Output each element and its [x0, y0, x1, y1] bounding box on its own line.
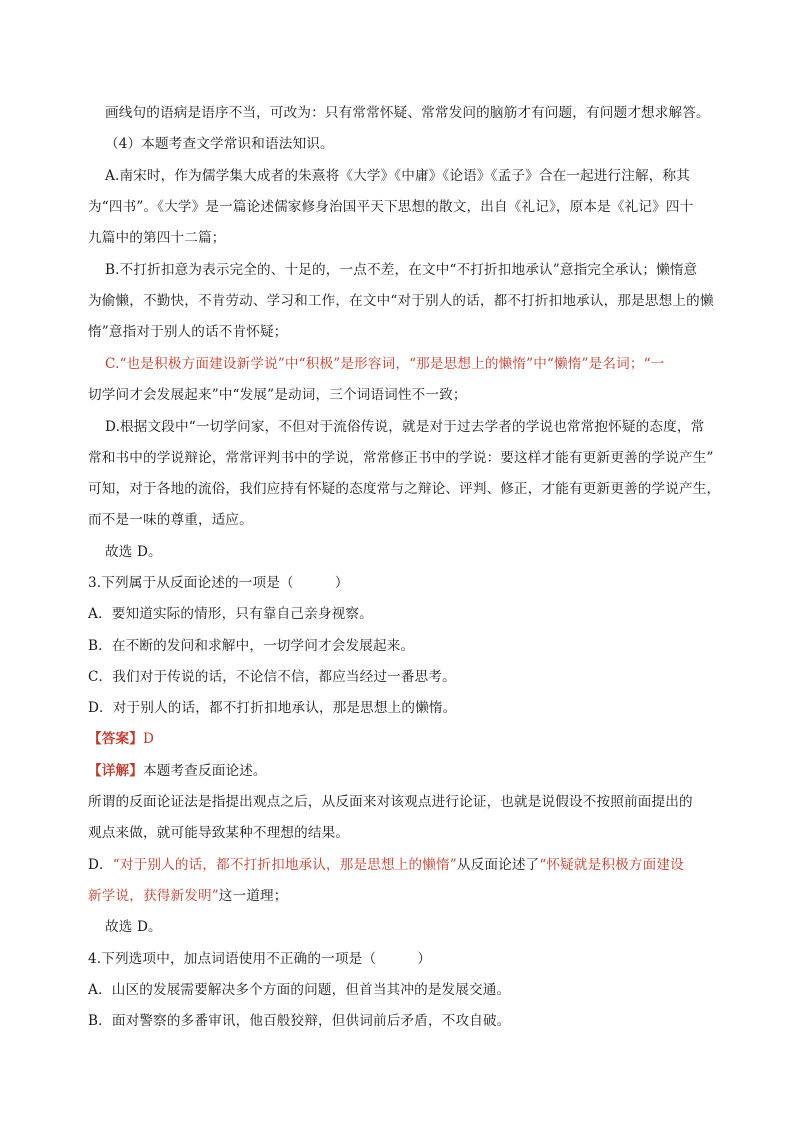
quoted-viewpoint: “怀疑就是积极方面建设	[539, 857, 684, 873]
option-b-explanation: B.不打折扣意为表示完全的、十足的，一点不差，在文中“不打折扣地承认”意指完全承认；懒惰意	[105, 262, 698, 278]
explanation-text: 本题考查反面论述。	[142, 763, 267, 779]
explanation-d-line	[88, 855, 684, 875]
question-4-option-a: A．山区的发展需要解决多个方面的问题，但首当其冲的是发展交通。	[88, 982, 511, 998]
option-c-explanation-cont: 切学问才会发展起来”中“发展”是动词，三个词语词性不一致；	[88, 387, 467, 403]
option-d-explanation: D.根据文段中“一切学问家，不但对于流俗传说，就是对于过去学者的学说也常常抱怀疑的态度，常	[105, 419, 705, 435]
explanation-d-line-cont	[88, 886, 288, 906]
option-b-explanation-cont: 惰”意指对于别人的话不肯怀疑；	[88, 324, 288, 340]
answer-value: D	[142, 731, 155, 747]
question-3-stem: 3.下列属于从反面论述的一项是（ ）	[88, 575, 349, 591]
question-3-option-c: C．我们对于传说的话，不论信不信，都应当经过一番思考。	[88, 669, 456, 685]
explanation-line: 观点来做，就可能导致某种不理想的结果。	[88, 825, 350, 841]
option-c-explanation: C.“也是积极方面建设新学说”中“积极”是形容词，“那是思想上的懒惰”中“懒惰”是名词；“一	[105, 356, 665, 372]
question-4-stem: 4.下列选项中，加点词语使用不正确的一项是（ ）	[88, 951, 432, 967]
question-3-option-d: D．对于别人的话，都不打折扣地承认，那是思想上的懒惰。	[88, 700, 457, 716]
option-d-explanation-cont: 常和书中的学说辩论，常常评判书中的学说，常常修正书中的学说：要这样才能有更新更善的学说产生”	[88, 450, 714, 466]
quoted-viewpoint-cont: 新学说，获得新发明”	[88, 888, 219, 904]
question-4-option-b: B．面对警察的多番审讯，他百般狡辩，但供词前后矛盾，不攻自破。	[88, 1013, 511, 1029]
explanation-line: 所谓的反面论证法是指提出观点之后，从反面来对该观点进行论证，也就是说假设不按照前面提出的	[88, 794, 693, 810]
question-3-option-b: B．在不断的发问和求解中，一切学问才会发展起来。	[88, 638, 415, 654]
answer-row	[88, 729, 154, 749]
explanation-row	[88, 761, 267, 781]
answer-conclusion: 故选 D。	[105, 544, 162, 560]
answer-conclusion: 故选 D。	[105, 919, 162, 935]
option-d-explanation-cont: 可知，对于各地的流俗，我们应持有怀疑的态度常与之辩论、评判、修正，才能有更新更善的学说产生，	[88, 481, 721, 497]
option-a-explanation-cont: 九篇中的第四十二篇；	[88, 230, 226, 246]
quoted-sentence: “对于别人的话，都不打折扣地承认，那是思想上的懒惰”	[112, 857, 457, 873]
option-a-explanation: A.南宋时，作为儒学集大成者的朱熹将《大学》《中庸》《论语》《孟子》合在一起进行注解，称其	[105, 168, 691, 184]
option-b-explanation-cont: 为偷懒，不勤快，不肯劳动、学习和工作，在文中“对于别人的话，都不打折扣地承认，那是思想上的懒	[88, 293, 714, 309]
question-3-option-a: A．要知道实际的情形，只有靠自己亲身视察。	[88, 606, 373, 622]
explanation-tag: 【详解】	[88, 763, 143, 779]
question-part-heading: （4）本题考查文学常识和语法知识。	[105, 136, 334, 152]
option-a-explanation-cont: 为“四书”。《大学》是一篇论述儒家修身治国平天下思想的散文，出自《礼记》，原本是《礼记》四十	[88, 199, 694, 215]
connector-text: 这一道理；	[218, 888, 288, 904]
answer-tag: 【答案】	[88, 731, 143, 747]
connector-text: 从反面论述了	[456, 857, 540, 873]
paragraph-line: 画线句的语病是语序不当，可改为：只有常常怀疑、常常发问的脑筋才有问题，有问题才想求解答。	[105, 105, 710, 121]
option-d-explanation-cont: 而不是一味的尊重，适应。	[88, 512, 253, 528]
option-d-label: D．	[88, 857, 113, 873]
